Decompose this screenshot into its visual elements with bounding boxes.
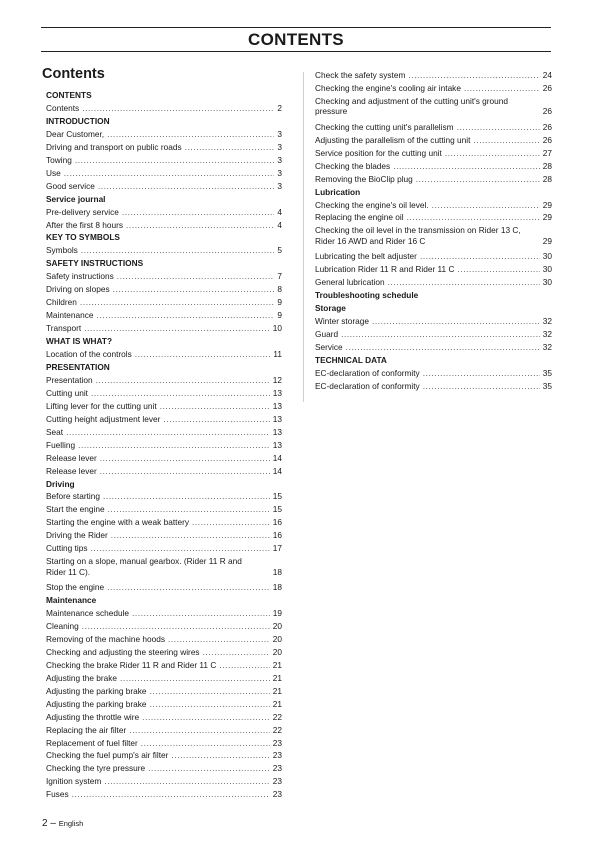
toc-entry[interactable] [315, 368, 552, 378]
dot-leader [117, 271, 275, 281]
toc-entry-title: Cutting unit [46, 387, 88, 398]
dot-leader [420, 251, 540, 261]
toc-entry[interactable] [46, 310, 282, 320]
dot-leader [346, 342, 540, 352]
toc-entry[interactable] [46, 388, 282, 398]
toc-entry-page: 23 [272, 763, 282, 774]
toc-entry-page: 3 [277, 141, 282, 152]
dot-leader [142, 712, 270, 722]
toc-entry-title: Good service [46, 180, 95, 191]
toc-entry-multiline[interactable] [315, 225, 552, 246]
dot-leader [457, 122, 540, 132]
toc-entry-title: Adjusting the parallelism of the cutting unit [315, 134, 471, 145]
toc-entry-title: Location of the controls [46, 349, 132, 359]
toc-entry[interactable] [315, 342, 552, 352]
toc-section-heading: WHAT IS WHAT? [46, 336, 113, 347]
toc-entry-page: 35 [542, 380, 552, 391]
toc-entry-title: Removing the BioClip plug [315, 173, 413, 184]
toc-entry-page: 23 [272, 737, 282, 748]
toc-entry-page: 20 [272, 633, 282, 644]
toc-entry-title: Checking the engine's oil level. [315, 199, 429, 210]
toc-entry-title: Checking the tyre pressure [46, 763, 146, 774]
toc-entry-title: Cutting height adjustment lever [46, 413, 161, 424]
toc-entry-page: 35 [542, 367, 552, 378]
toc-entry-page: 30 [542, 277, 552, 288]
toc-section-heading: INTRODUCTION [46, 115, 110, 126]
toc-entry-page: 16 [272, 517, 282, 528]
toc-entry-title-line1: Starting on a slope, manual gearbox. (Rider 11 R and [46, 556, 242, 567]
toc-section-heading: Service journal [46, 193, 106, 204]
toc-entry-title: Checking the engine's cooling air intake [315, 82, 461, 93]
dot-leader [96, 375, 270, 385]
toc-entry-page: 18 [272, 566, 282, 577]
dot-leader [135, 349, 271, 359]
toc-entry-page: 32 [542, 316, 552, 327]
toc-entry-page: 32 [542, 341, 552, 352]
toc-entry[interactable] [46, 142, 282, 152]
dot-leader [423, 381, 540, 391]
dot-leader [445, 148, 540, 158]
toc-entry-title: Ignition system [46, 776, 102, 787]
toc-entry-title: Checking the cutting unit's parallelism [315, 121, 454, 132]
toc-entry-page: 30 [542, 251, 552, 262]
toc-entry-page: 28 [542, 160, 552, 171]
toc-entry-title: Service position for the cutting unit [315, 147, 442, 158]
toc-entry-title: Lubrication Rider 11 R and Rider 11 C [315, 264, 455, 275]
toc-entry-page: 11 [273, 349, 282, 359]
dot-leader [393, 161, 540, 171]
toc-entry-title: Seat [46, 426, 64, 437]
toc-entry[interactable] [46, 634, 282, 644]
dot-leader [192, 517, 270, 527]
toc-entry-title: Maintenance [46, 310, 94, 321]
toc-entry-multiline[interactable] [315, 96, 552, 117]
dot-leader [80, 297, 274, 307]
toc-entry-title-line2: pressure [315, 106, 348, 117]
toc-entry[interactable] [46, 660, 282, 670]
toc-entry-page: 15 [272, 491, 282, 502]
toc-entry-title-line2: Rider 16 AWD and Rider 16 C [315, 235, 426, 246]
toc-section-heading: Driving [46, 478, 75, 489]
toc-entry-page: 3 [277, 128, 282, 139]
dot-leader [150, 686, 270, 696]
toc-entry-title: Adjusting the parking brake [46, 685, 147, 696]
toc-entry[interactable] [46, 453, 282, 463]
toc-entry[interactable] [46, 271, 282, 281]
toc-entry-title: Checking the blades [315, 160, 391, 171]
dot-leader [416, 174, 540, 184]
toc-entry-title: General lubrication [315, 277, 385, 288]
toc-entry-title: Adjusting the brake [46, 672, 118, 683]
toc-entry[interactable] [315, 83, 552, 93]
toc-entry-page: 12 [272, 374, 282, 385]
toc-entry-page: 7 [277, 271, 282, 282]
toc-entry-title: Replacement of fuel filter [46, 737, 138, 748]
toc-entry-page: 28 [542, 173, 552, 184]
toc-entry-title: Start the engine [46, 504, 105, 515]
toc-entry-page: 4 [277, 206, 282, 217]
toc-entry[interactable] [46, 750, 282, 760]
toc-entry-title: Driving the Rider [46, 530, 108, 541]
toc-entry-page: 16 [272, 530, 282, 541]
toc-entry-page: 14 [272, 465, 282, 476]
page-number: 2 – [42, 818, 56, 829]
dot-leader [78, 440, 270, 450]
page-footer [42, 818, 83, 829]
toc-entry[interactable] [46, 168, 282, 178]
toc-entry-title: Children [46, 297, 77, 308]
toc-entry-page: 23 [272, 776, 282, 787]
toc-entry-title: Replacing the engine oil [315, 212, 404, 223]
toc-entry[interactable] [46, 699, 282, 709]
dot-leader [148, 763, 270, 773]
toc-entry-title: Presentation [46, 374, 93, 385]
dot-leader [473, 135, 539, 145]
toc-entry-multiline[interactable] [46, 556, 282, 577]
dot-leader [219, 660, 269, 670]
dot-leader [100, 466, 270, 476]
toc-entry[interactable] [315, 135, 552, 145]
dot-leader [108, 504, 270, 514]
toc-entry-title: Starting the engine with a weak battery [46, 517, 189, 528]
toc-section-heading: Troubleshooting schedule [315, 290, 419, 301]
toc-entry[interactable] [46, 776, 282, 786]
dot-leader [388, 277, 540, 287]
toc-entry[interactable] [46, 323, 282, 333]
dot-leader [98, 181, 274, 191]
dot-leader [168, 634, 270, 644]
toc-entry[interactable] [315, 148, 552, 158]
toc-entry[interactable] [315, 329, 552, 339]
toc-entry[interactable] [46, 440, 282, 450]
dot-leader [111, 530, 270, 540]
dot-leader [464, 83, 540, 93]
dot-leader [64, 168, 275, 178]
dot-leader [84, 323, 270, 333]
toc-entry-title: Driving on slopes [46, 284, 110, 295]
toc-entry-title: Guard [315, 329, 339, 339]
toc-section-heading: Maintenance [46, 595, 97, 606]
toc-entry-title: Driving and transport on public roads [46, 141, 182, 152]
toc-entry[interactable] [46, 349, 282, 359]
toc-entry[interactable] [46, 543, 282, 553]
dot-leader [82, 621, 270, 631]
dot-leader [129, 725, 270, 735]
dot-leader [82, 103, 274, 113]
toc-entry-title: Adjusting the parking brake [46, 698, 147, 709]
toc-entry-title: Fuelling [46, 439, 76, 450]
toc-entry[interactable] [46, 207, 282, 217]
toc-entry-title: Contents [46, 102, 80, 113]
dot-leader [160, 401, 270, 411]
column-divider [303, 72, 304, 402]
header-rule-top [41, 27, 551, 28]
toc-entry-page: 19 [272, 608, 282, 618]
toc-entry[interactable] [46, 155, 282, 165]
toc-section-heading: PRESENTATION [46, 361, 110, 372]
toc-entry[interactable] [315, 212, 552, 222]
toc-entry[interactable] [46, 517, 282, 527]
toc-entry-title: Checking and adjusting the steering wires [46, 646, 200, 657]
toc-entry[interactable] [315, 200, 552, 210]
toc-entry[interactable] [315, 70, 552, 80]
toc-entry[interactable] [46, 530, 282, 540]
toc-entry-page: 13 [272, 439, 282, 450]
toc-entry-title: Towing [46, 154, 72, 165]
toc-entry[interactable] [46, 220, 282, 230]
toc-entry-page: 21 [272, 685, 282, 696]
toc-entry-page: 26 [542, 106, 552, 117]
toc-entry-title: Safety instructions [46, 271, 114, 282]
toc-entry[interactable] [315, 122, 552, 132]
dot-leader [72, 789, 270, 799]
toc-section-heading: CONTENTS [46, 90, 92, 100]
toc-entry-page: 4 [277, 219, 282, 230]
toc-entry-page: 22 [272, 711, 282, 722]
toc-entry-title: Replacing the air filter [46, 724, 127, 735]
toc-entry-page: 13 [272, 413, 282, 424]
toc-entry[interactable] [315, 277, 552, 287]
page-banner: CONTENTS [248, 30, 344, 49]
toc-entry-page: 30 [542, 264, 552, 275]
toc-entry[interactable] [46, 686, 282, 696]
dot-leader [132, 608, 270, 618]
toc-entry[interactable] [46, 712, 282, 722]
toc-entry-page: 20 [272, 620, 282, 631]
toc-entry[interactable] [315, 381, 552, 391]
toc-entry[interactable] [315, 316, 552, 326]
toc-entry-page: 24 [542, 70, 552, 80]
toc-entry-page: 21 [272, 698, 282, 709]
toc-entry[interactable] [315, 264, 552, 274]
toc-entry[interactable] [46, 763, 282, 773]
toc-entry[interactable] [46, 725, 282, 735]
dot-leader [457, 264, 539, 274]
dot-leader [120, 673, 270, 683]
toc-entry-title: Maintenance schedule [46, 608, 130, 618]
dot-leader [75, 155, 275, 165]
toc-entry-title: Checking the brake Rider 11 R and Rider 11 C [46, 659, 217, 670]
toc-entry-title-line2: Rider 11 C). [46, 566, 91, 577]
footer-language: English [58, 819, 84, 828]
dot-leader [171, 750, 269, 760]
toc-entry[interactable] [46, 414, 282, 424]
toc-entry-title: Lifting lever for the cutting unit [46, 400, 157, 411]
toc-entry[interactable] [46, 297, 282, 307]
toc-entry-page: 13 [272, 426, 282, 437]
dot-leader [185, 142, 275, 152]
toc-entry-page: 26 [542, 82, 552, 93]
toc-entry-title: Lubricating the belt adjuster [315, 251, 417, 262]
toc-section-heading: KEY TO SYMBOLS [46, 232, 120, 243]
toc-entry-title: Stop the engine [46, 582, 105, 593]
toc-entry-page: 17 [272, 543, 282, 554]
toc-entry[interactable] [315, 174, 552, 184]
dot-leader [122, 207, 275, 217]
dot-leader [203, 647, 270, 657]
toc-entry-page: 10 [272, 323, 282, 334]
toc-entry-title: Release lever [46, 465, 97, 476]
dot-leader [341, 329, 540, 339]
toc-entry-title: EC-declaration of conformity [315, 367, 420, 378]
dot-leader [150, 699, 270, 709]
toc-entry[interactable] [46, 647, 282, 657]
toc-entry-page: 26 [542, 121, 552, 132]
toc-entry[interactable] [46, 245, 282, 255]
toc-entry[interactable] [46, 608, 282, 618]
toc-entry-page: 3 [277, 154, 282, 165]
toc-entry[interactable] [46, 621, 282, 631]
toc-entry-page: 18 [272, 582, 282, 593]
dot-leader [103, 491, 270, 501]
toc-entry-title: Before starting [46, 491, 100, 502]
toc-entry-page: 21 [272, 672, 282, 683]
toc-entry-title: Release lever [46, 452, 97, 463]
toc-entry[interactable] [46, 181, 282, 191]
toc-entry-title: Winter storage [315, 316, 369, 327]
dot-leader [163, 414, 269, 424]
toc-entry-page: 26 [542, 134, 552, 145]
toc-entry-page: 14 [272, 452, 282, 463]
dot-leader [104, 776, 269, 786]
dot-leader [432, 200, 540, 210]
toc-entry-title: Pre-delivery service [46, 206, 119, 217]
toc-entry[interactable] [46, 504, 282, 514]
toc-entry[interactable] [46, 738, 282, 748]
dot-leader [372, 316, 540, 326]
dot-leader [91, 543, 270, 553]
toc-entry[interactable] [46, 582, 282, 592]
toc-entry[interactable] [315, 161, 552, 171]
toc-entry-page: 23 [272, 789, 282, 800]
toc-entry-page: 29 [542, 212, 552, 223]
toc-entry-title: Cleaning [46, 620, 79, 631]
toc-entry-title: Transport [46, 323, 82, 334]
toc-entry-title: Dear Customer, [46, 128, 105, 139]
toc-entry[interactable] [46, 401, 282, 411]
toc-entry-page: 5 [277, 245, 282, 256]
toc-entry-title: Checking the fuel pump's air filter [46, 750, 169, 761]
toc-entry-title: Adjusting the throttle wire [46, 711, 140, 722]
toc-entry-title-line1: Checking and adjustment of the cutting unit's ground [315, 95, 508, 106]
toc-entry[interactable] [46, 129, 282, 139]
toc-entry-page: 29 [542, 235, 552, 246]
toc-entry-page: 3 [277, 180, 282, 191]
toc-entry-page: 2 [277, 102, 282, 113]
toc-entry[interactable] [46, 375, 282, 385]
dot-leader [81, 245, 275, 255]
toc-entry-page: 29 [542, 199, 552, 210]
toc-section-heading: Storage [315, 303, 346, 314]
toc-entry-title: Use [46, 167, 61, 178]
toc-entry[interactable] [315, 251, 552, 261]
dot-leader [107, 129, 274, 139]
toc-entry-title: Check the safety system [315, 70, 406, 80]
toc-entry-title: Removing of the machine hoods [46, 633, 165, 644]
toc-entry[interactable] [46, 284, 282, 294]
dot-leader [97, 310, 275, 320]
toc-entry-title: Fuses [46, 789, 69, 800]
header-rule-bottom [41, 51, 551, 52]
dot-leader [113, 284, 275, 294]
toc-entry[interactable] [46, 427, 282, 437]
dot-leader [408, 70, 539, 80]
toc-entry-page: 27 [542, 147, 552, 158]
dot-leader [407, 212, 540, 222]
dot-leader [66, 427, 270, 437]
toc-entry-page: 20 [272, 646, 282, 657]
toc-entry-page: 13 [272, 387, 282, 398]
dot-leader [107, 582, 270, 592]
toc-entry-page: 9 [277, 310, 282, 321]
toc-entry-page: 21 [272, 659, 282, 670]
dot-leader [91, 388, 270, 398]
toc-entry[interactable] [46, 673, 282, 683]
toc-section-heading: SAFETY INSTRUCTIONS [46, 258, 144, 269]
toc-entry-page: 8 [277, 284, 282, 295]
toc-entry-title: Service [315, 341, 343, 352]
toc-entry[interactable] [46, 103, 282, 113]
toc-entry[interactable] [46, 789, 282, 799]
toc-entry-page: 22 [272, 724, 282, 735]
dot-leader [141, 738, 270, 748]
toc-entry[interactable] [46, 466, 282, 476]
toc-entry-page: 9 [277, 297, 282, 308]
toc-entry-title: Symbols [46, 245, 78, 256]
toc-entry-page: 3 [277, 167, 282, 178]
toc-entry-title: Cutting tips [46, 543, 88, 554]
toc-entry-page: 13 [272, 400, 282, 411]
toc-entry[interactable] [46, 491, 282, 501]
dot-leader [100, 453, 270, 463]
toc-section-heading: Lubrication [315, 186, 361, 197]
toc-section-heading: TECHNICAL DATA [315, 354, 387, 365]
toc-entry-title: After the first 8 hours [46, 219, 124, 230]
toc-entry-page: 15 [272, 504, 282, 515]
toc-entry-title-line1: Checking the oil level in the transmission on Rider 13 C, [315, 225, 521, 236]
toc-entry-page: 23 [272, 750, 282, 761]
toc-entry-page: 32 [542, 329, 552, 339]
dot-leader [126, 220, 274, 230]
toc-entry-title: EC-declaration of conformity [315, 380, 420, 391]
dot-leader [423, 368, 540, 378]
contents-heading: Contents [42, 66, 105, 82]
